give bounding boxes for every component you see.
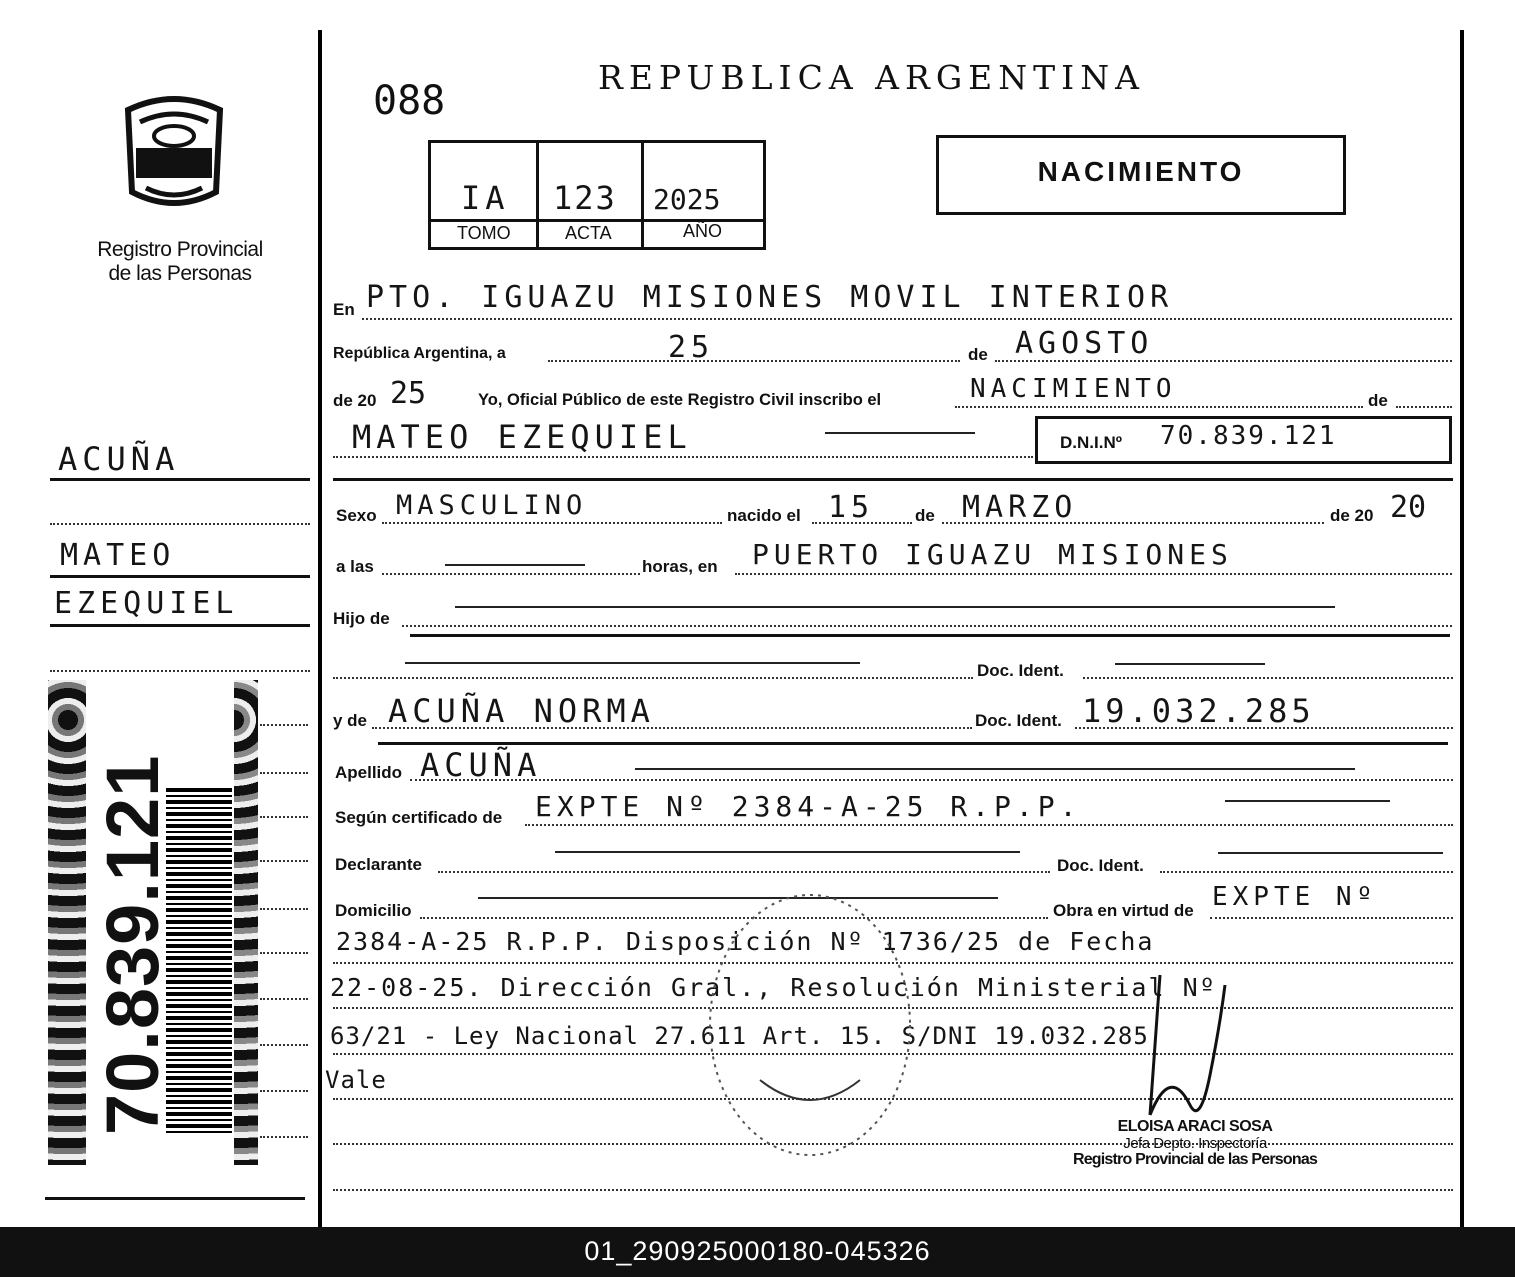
- acta-label: ACTA: [565, 223, 612, 243]
- anio-label: AÑO: [683, 221, 723, 241]
- declarante-label: Declarante: [335, 855, 422, 874]
- registration-year-suffix: 25: [390, 376, 427, 411]
- document-type: NACIMIENTO: [1037, 156, 1245, 187]
- registration-day: 25: [668, 330, 715, 365]
- tomo-label: TOMO: [457, 223, 511, 243]
- hijo-label: Hijo de: [333, 609, 390, 628]
- de20-label: de 20: [333, 391, 377, 410]
- sexo-value: MASCULINO: [396, 490, 588, 521]
- doc-ident-label-1: Doc. Ident.: [977, 661, 1064, 680]
- de2020-label: de 20: [1330, 506, 1374, 525]
- official-stamp-icon: [700, 880, 920, 1170]
- sexo-label: Sexo: [336, 506, 377, 525]
- dni-vertical-number: 70.839.121: [91, 754, 174, 1135]
- birth-day: 15: [828, 490, 875, 525]
- republica-label: República Argentina, a: [333, 345, 506, 362]
- dni-box: [1035, 416, 1452, 464]
- document-type-box: [936, 135, 1346, 215]
- signature-title: Jefa Depto. Inspectoría: [1123, 1135, 1267, 1152]
- notes-line-1: 2384-A-25 R.P.P. Disposición Nº 1736/25 de Fecha: [336, 927, 1155, 956]
- dni-label: D.N.I.Nº: [1060, 433, 1122, 452]
- notes-line-4: Vale: [325, 1066, 387, 1094]
- notes-line-3: 63/21 - Ley Nacional 27.611 Art. 15. S/DNI 19.032.285: [330, 1022, 1149, 1050]
- de-label-3: de: [915, 506, 935, 525]
- acta-value: 123: [553, 179, 617, 217]
- registry-name: [55, 238, 305, 286]
- en-label: En: [333, 300, 355, 319]
- sidebar-name-line2: EZEQUIEL: [54, 586, 239, 621]
- registration-month: AGOSTO: [1015, 326, 1154, 361]
- registry-seal-icon: [118, 92, 230, 212]
- birth-place: PUERTO IGUAZU MISIONES: [752, 538, 1233, 571]
- doc-ident-label-3: Doc. Ident.: [1057, 856, 1144, 875]
- security-pattern-right: [234, 680, 258, 1165]
- registration-place: PTO. IGUAZU MISIONES MOVIL INTERIOR: [366, 280, 1174, 315]
- de-label-2: de: [1368, 391, 1388, 410]
- certificado-value: EXPTE Nº 2384-A-25 R.P.P.: [535, 790, 1082, 823]
- mother-doc: 19.032.285: [1082, 692, 1315, 730]
- inscription-type: NACIMIENTO: [970, 374, 1177, 404]
- alas-label: a las: [336, 557, 374, 576]
- signature-name: ELOISA ARACI SOSA: [1117, 1118, 1273, 1135]
- horas-label: horas, en: [642, 557, 718, 576]
- obra-value: EXPTE Nº: [1212, 882, 1378, 912]
- sidebar-name-line1: MATEO: [60, 538, 176, 573]
- dni-value: 70.839.121: [1160, 421, 1337, 451]
- apellido-label: Apellido: [335, 763, 403, 782]
- segun-label: Según certificado de: [335, 808, 503, 827]
- notes-line-2: 22-08-25. Dirección Gral., Resolución Ministerial Nº: [330, 973, 1217, 1002]
- security-pattern-left: [48, 680, 86, 1165]
- domicilio-label: Domicilio: [335, 901, 412, 920]
- country-title: REPUBLICA ARGENTINA: [598, 58, 1145, 97]
- registry-name-line1: Registro Provincial: [97, 238, 263, 261]
- nacido-label: nacido el: [727, 506, 801, 525]
- birth-month: MARZO: [962, 490, 1078, 525]
- registry-name-line2: de las Personas: [108, 262, 252, 285]
- signature-block: [1045, 1118, 1345, 1169]
- apellido-value: ACUÑA: [420, 746, 542, 784]
- mother-name: ACUÑA NORMA: [388, 692, 655, 730]
- oficial-label: Yo, Oficial Público de este Registro Civil inscribo el: [478, 391, 882, 409]
- yde-label: y de: [333, 711, 368, 730]
- tomo-value: IA: [461, 179, 510, 217]
- dni-barcode-block: [48, 680, 310, 1165]
- de-label-1: de: [968, 345, 988, 364]
- obra-label: Obra en virtud de: [1053, 901, 1194, 920]
- folio-number: 088: [373, 78, 446, 124]
- sidebar-surname: ACUÑA: [58, 440, 180, 478]
- birth-year-suffix: 20: [1390, 490, 1427, 525]
- anio-value: 2025: [653, 183, 721, 216]
- child-name: MATEO EZEQUIEL: [352, 418, 692, 456]
- doc-ident-label-2: Doc. Ident.: [975, 711, 1062, 730]
- record-number-box: [428, 140, 766, 250]
- barcode-icon: [166, 788, 232, 1134]
- document-code-footer: 01_290925000180-045326: [0, 1227, 1515, 1277]
- signature-org: Registro Provincial de las Personas: [1072, 1151, 1318, 1168]
